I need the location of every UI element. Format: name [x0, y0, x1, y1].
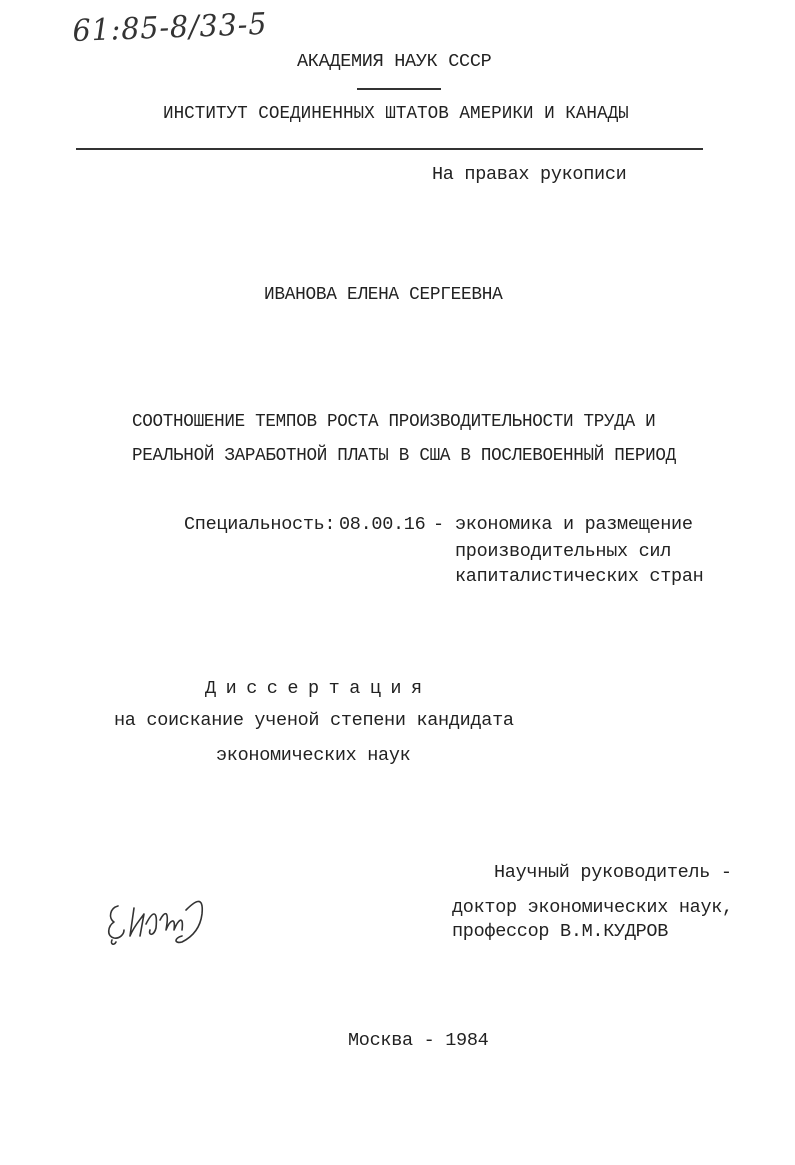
specialty-line-1: экономика и размещение	[455, 514, 693, 535]
supervisor-line-1: Научный руководитель -	[494, 862, 732, 883]
header-divider	[76, 148, 703, 150]
city-year: Москва - 1984	[348, 1030, 489, 1051]
degree-line-1: на соискание ученой степени кандидата	[114, 710, 514, 731]
academy-name: АКАДЕМИЯ НАУК СССР	[297, 51, 492, 72]
specialty-dash: -	[433, 514, 444, 535]
dissertation-heading: Диссертация	[205, 678, 432, 699]
degree-line-2: экономических наук	[216, 745, 411, 766]
manuscript-rights: На правах рукописи	[432, 164, 627, 185]
specialty-line-3: капиталистических стран	[455, 566, 704, 587]
supervisor-line-2: доктор экономических наук,	[452, 897, 733, 918]
author-name: ИВАНОВА ЕЛЕНА СЕРГЕЕВНА	[264, 284, 503, 305]
thesis-title-line-1: СООТНОШЕНИЕ ТЕМПОВ РОСТА ПРОИЗВОДИТЕЛЬНОСТИ ТРУДА И	[132, 411, 656, 432]
specialty-code: 08.00.16	[339, 514, 426, 535]
specialty-line-2: производительных сил	[455, 541, 672, 562]
specialty-label: Специальность:	[184, 514, 336, 535]
supervisor-line-3: профессор В.М.КУДРОВ	[452, 921, 669, 942]
thesis-title-line-2: РЕАЛЬНОЙ ЗАРАБОТНОЙ ПЛАТЫ В США В ПОСЛЕВОЕННЫЙ ПЕРИОД	[132, 445, 676, 466]
institute-name: ИНСТИТУТ СОЕДИНЕННЫХ ШТАТОВ АМЕРИКИ И КАНАДЫ	[163, 104, 629, 124]
archive-mark: 61:85-8/33-5	[72, 6, 268, 49]
header-short-divider	[357, 88, 441, 90]
author-signature	[104, 884, 214, 946]
